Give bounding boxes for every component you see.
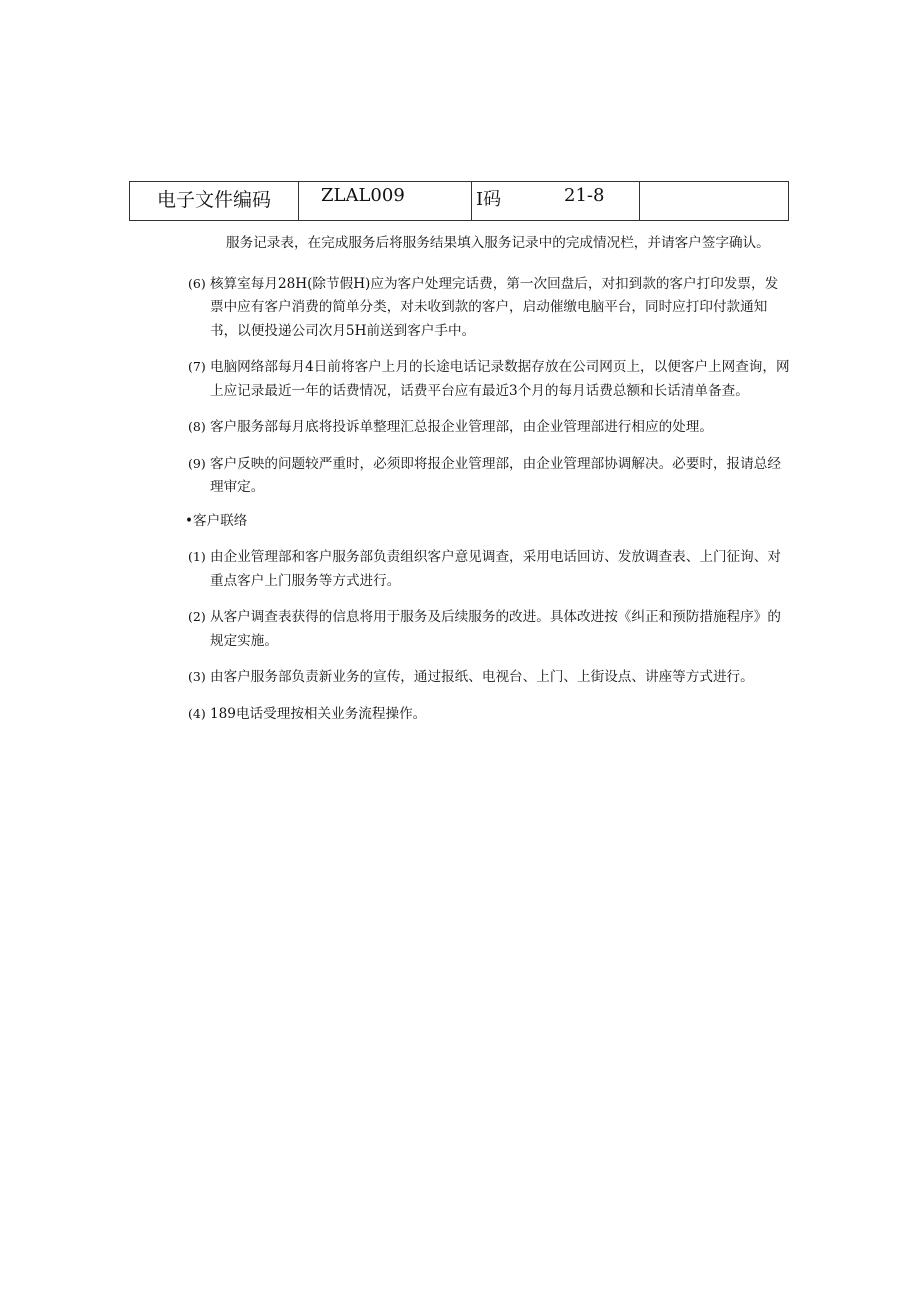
list-item-9 <box>188 452 790 500</box>
doc-code-value: ZLAL009 <box>321 185 405 206</box>
list-item-8 <box>188 415 790 440</box>
contact-item-4 <box>188 702 790 727</box>
page-code-label: I码 <box>476 189 502 210</box>
page-code-value: 21-8 <box>564 185 605 206</box>
continuation-paragraph: 服务记录表，在完成服务后将服务结果填入服务记录中的完成情况栏，并请客户签字确认。 <box>226 235 770 251</box>
document-header-table <box>129 181 789 221</box>
list-item-number: (3) <box>188 669 206 684</box>
doc-code-value-cell <box>299 182 472 221</box>
doc-code-label: 电子文件编码 <box>157 189 272 211</box>
contact-item-3 <box>188 665 790 690</box>
contact-item-2 <box>188 605 790 653</box>
list-item-text: 电脑网络部每月4日前将客户上月的长途电话记录数据存放在公司网页上，以便客户上网查询，网上应记录最近一年的话费情况，话费平台应有最近3个月的每月话费总额和长话清单备查。 <box>210 359 790 399</box>
list-item-number: (9) <box>188 455 206 471</box>
doc-code-label-cell <box>130 182 299 221</box>
list-item-number: (4) <box>188 705 206 721</box>
list-item-text: 客户服务部每月底将投诉单整理汇总报企业管理部，由企业管理部进行相应的处理。 <box>210 419 713 435</box>
empty-cell <box>640 182 789 221</box>
list-item-text: 由客户服务部负责新业务的宣传，通过报纸、电视台、上门、上街设点、讲座等方式进行。 <box>210 669 754 685</box>
section-title-customer-contact: •客户联络 <box>185 512 248 529</box>
list-item-number: (6) <box>188 275 206 291</box>
list-item-number: (8) <box>188 419 206 434</box>
document-body <box>185 232 790 726</box>
list-item-number: (1) <box>188 549 206 564</box>
list-item-text: 核算室每月28H(除节假H)应为客户处理完话费，第一次回盘后，对扣到款的客户打印发票，发票中应有客户消费的简单分类，对未收到款的客户，启动催缴电脑平台，同时应打印付款通知书，以便投递公司次月5H前送到客户手中。 <box>210 275 779 339</box>
page-code-cell <box>472 182 640 221</box>
list-item-text: 由企业管理部和客户服务部负责组织客户意见调查，采用电话回访、发放调查表、上门征询、对重点客户上门服务等方式进行。 <box>210 549 781 589</box>
list-item-text: 从客户调查表获得的信息将用于服务及后续服务的改进。具体改进按《纠正和预防措施程序》的规定实施。 <box>210 609 781 649</box>
list-item-6 <box>188 272 790 344</box>
header-row <box>130 182 789 221</box>
list-item-number: (7) <box>188 359 206 374</box>
list-item-text: 客户反映的问题较严重时，必须即将报企业管理部，由企业管理部协调解决。必要时，报请总经理审定。 <box>210 455 781 495</box>
list-item-text: 189电话受理按相关业务流程操作。 <box>210 705 427 722</box>
list-item-7 <box>188 355 790 403</box>
page-code <box>472 182 639 211</box>
list-item-number: (2) <box>188 609 206 624</box>
contact-item-1 <box>188 545 790 593</box>
